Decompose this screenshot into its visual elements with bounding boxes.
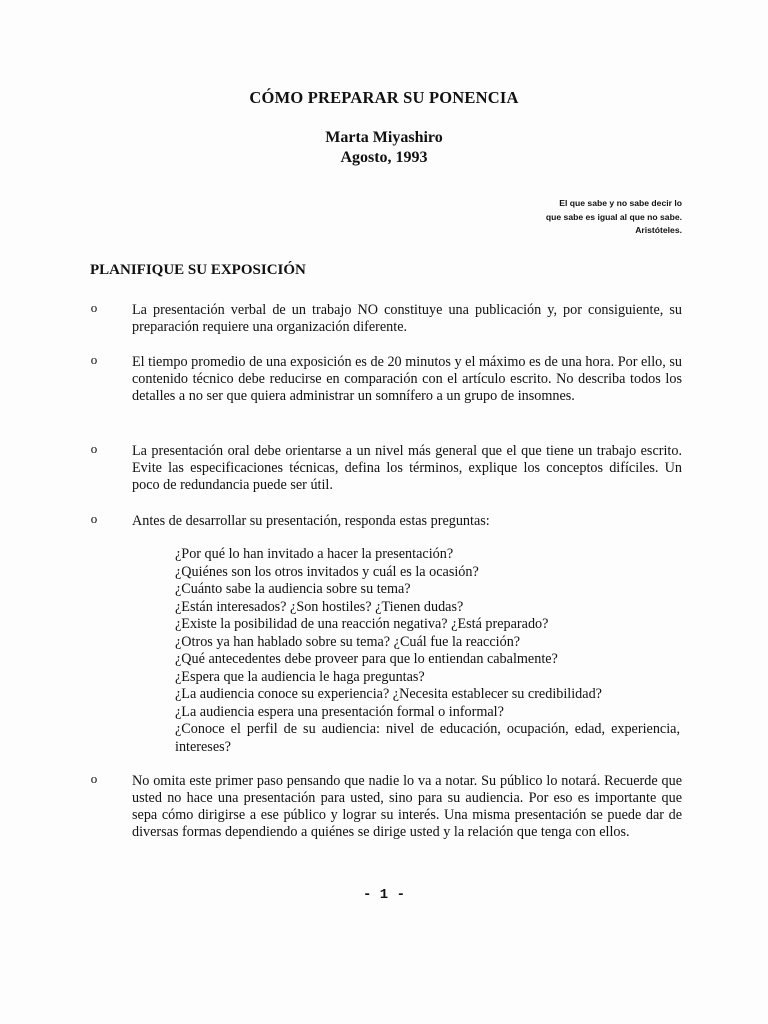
epigraph-line-2: que sabe es igual al que no sabe. (545, 211, 682, 222)
list-item: ¿Espera que la audiencia le haga preguntas? (175, 668, 425, 685)
epigraph-attribution: Aristóteles. (635, 225, 682, 235)
list-item: ¿Qué antecedentes debe proveer para que lo entiendan cabalmente? (175, 651, 558, 667)
list-item: ¿Otros ya han hablado sobre su tema? ¿Cuál fue la reacción? (175, 633, 521, 650)
list-item: ¿Conoce el perfil de su audiencia: nivel de educación, ocupación, edad, experiencia, intereses? (175, 721, 680, 755)
bullet-icon: o (90, 771, 98, 786)
epigraph (422, 197, 682, 238)
bullet-icon: o (90, 511, 98, 526)
question-list (175, 546, 680, 756)
author-name: Marta Miyashiro (325, 129, 443, 146)
bullet-icon: o (90, 300, 98, 315)
list-item: ¿La audiencia espera una presentación formal o informal? (175, 703, 504, 720)
list-item: ¿Están interesados? ¿Son hostiles? ¿Tienen dudas? (175, 598, 464, 615)
list-item: ¿Por qué lo han invitado a hacer la presentación? (175, 546, 454, 562)
list-item: ¿Existe la posibilidad de una reacción negativa? ¿Está preparado? (175, 616, 549, 632)
bullet-icon: o (90, 352, 98, 367)
list-item: ¿Quiénes son los otros invitados y cuál es la ocasión? (175, 563, 479, 580)
page-number: - 1 - (362, 887, 405, 903)
list-item: ¿La audiencia conoce su experiencia? ¿Necesita establecer su credibilidad? (175, 686, 602, 702)
paragraph-5: No omita este primer paso pensando que nadie lo va a notar. Su público lo notará. Recuerde que usted no hace una presentación para usted, sino para su audiencia. Por eso es importante que sepa cómo dirigirse a ese público y lograr su interés. Una misma presentación se puede dar de diversas formas dependiendo a quiénes se dirige usted y la relación que tenga con ellos. (132, 773, 682, 840)
author-block (0, 128, 768, 168)
paragraph-2: El tiempo promedio de una exposición es de 20 minutos y el máximo es de una hora. Por ello, su contenido técnico debe reducirse en comparación con el artículo escrito. No describa todos los detalles a no ser que quiera administrar un somnífero a un grupo de insomnes. (132, 354, 682, 404)
section-heading: PLANIFIQUE SU EXPOSICIÓN (90, 262, 306, 278)
list-item: ¿Cuánto sabe la audiencia sobre su tema? (175, 581, 411, 597)
paragraph-1: La presentación verbal de un trabajo NO constituye una publicación y, por consiguiente, su preparación requiere una organización diferente. (132, 302, 682, 335)
document-title: CÓMO PREPARAR SU PONENCIA (249, 88, 519, 107)
paragraph-4: Antes de desarrollar su presentación, responda estas preguntas: (132, 513, 490, 529)
epigraph-line-1: El que sabe y no sabe decir lo (559, 198, 682, 208)
document-date: Agosto, 1993 (340, 149, 428, 166)
bullet-icon: o (90, 441, 98, 456)
paragraph-3: La presentación oral debe orientarse a un nivel más general que el que tiene un trabajo escrito. Evite las especificaciones técnicas, defina los términos, explique los conceptos difíciles. Un poco de redundancia puede ser útil. (132, 443, 682, 493)
